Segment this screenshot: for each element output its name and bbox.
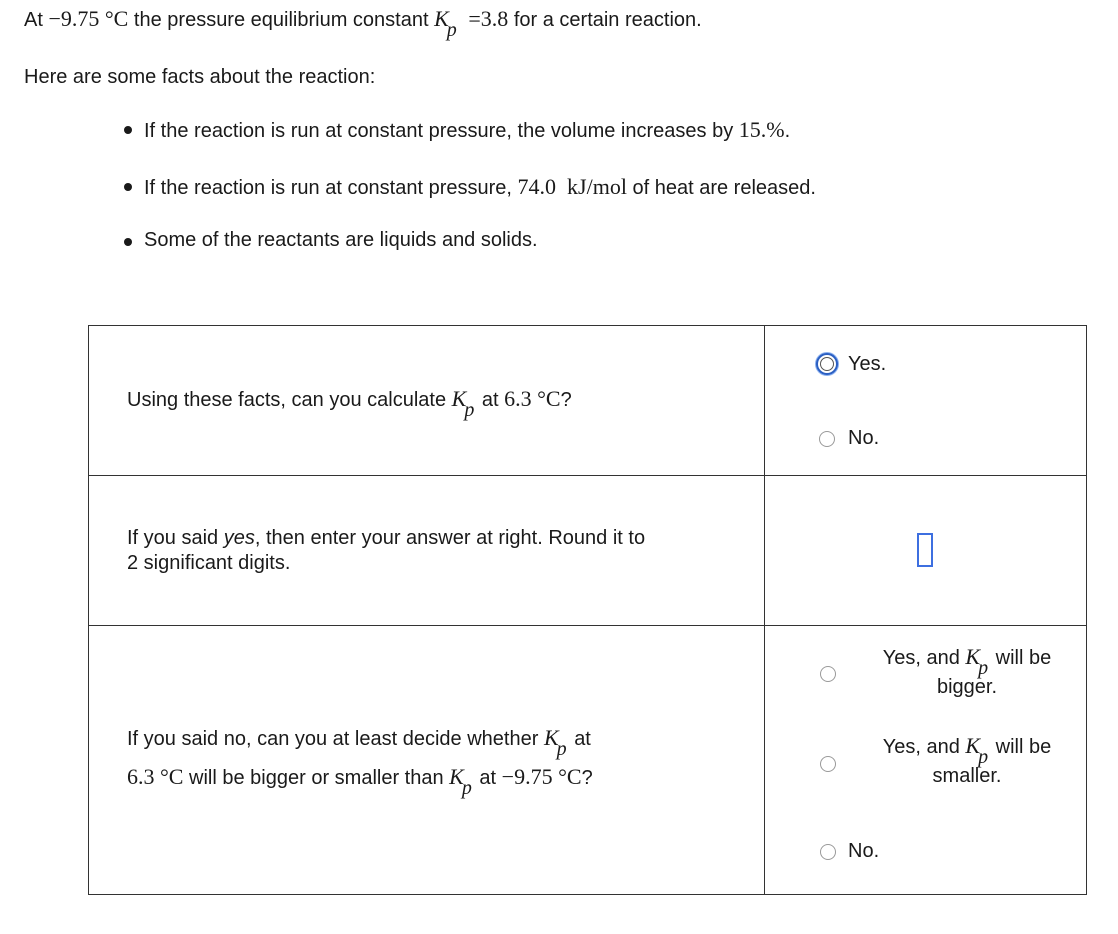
q3-bigger-radio[interactable]: [820, 666, 836, 682]
q3-options-cell: [765, 626, 1087, 895]
k-letter: K: [449, 764, 464, 789]
question-table: [88, 325, 1087, 895]
q1-temperature: 6.3 °C: [504, 386, 561, 411]
q1-no-label[interactable]: No.: [848, 427, 880, 449]
intro-at: At: [24, 9, 43, 31]
q1-question-mark: ?: [560, 389, 572, 411]
q3-bigger-label[interactable]: [861, 644, 1073, 699]
q2-text-yes: yes: [223, 527, 255, 549]
q3-bigger-line1: [861, 644, 1073, 679]
fact-1: [144, 117, 790, 143]
q1-no-radio[interactable]: [819, 431, 835, 447]
q3-smaller-text: Yes, and: [882, 736, 960, 758]
q2-text-b: , then enter your answer at right. Round it to: [254, 527, 646, 549]
q1-yes-label[interactable]: Yes.: [848, 353, 887, 375]
question-row-3: [89, 626, 1087, 895]
q3-text-a: If you said no, can you at least decide whether: [127, 728, 539, 750]
q3-bigger-text: Yes, and: [882, 647, 960, 669]
q3-text-at: at: [574, 728, 591, 750]
kp-symbol: [965, 644, 990, 679]
q3-smaller-text-b: will be: [995, 736, 1052, 758]
k-letter: K: [434, 6, 449, 31]
q3-no-label[interactable]: No.: [848, 840, 880, 862]
fact-1-value: 15.%: [738, 117, 785, 142]
q1-options-cell: [765, 326, 1087, 476]
p-subscript: p: [461, 777, 472, 799]
q3-bigger-line2: bigger.: [936, 676, 998, 698]
fact-1-end: .: [784, 120, 791, 142]
fact-2-value: 74.0 kJ/mol: [517, 174, 627, 199]
facts-heading: Here are some facts about the reaction:: [24, 66, 376, 88]
p-subscript: p: [464, 399, 475, 421]
q3-bigger-text-b: will be: [995, 647, 1052, 669]
answer-input[interactable]: [917, 533, 933, 567]
p-subscript: p: [556, 738, 567, 760]
kp-symbol: [451, 386, 477, 421]
kp-symbol: [543, 725, 569, 760]
kp-symbol: [434, 6, 459, 41]
fact-3: [144, 229, 538, 252]
intro-temperature: −9.75 °C: [48, 6, 129, 31]
intro-text-end: for a certain reaction.: [513, 9, 702, 31]
q1-yes-radio[interactable]: [816, 353, 838, 375]
p-subscript: p: [978, 746, 989, 768]
q2-prompt-line1: [127, 527, 645, 550]
k-letter: K: [965, 733, 981, 758]
question-row-2: [89, 476, 1087, 626]
q3-temp-a: 6.3 °C: [127, 764, 184, 789]
bullet-2: [124, 183, 132, 191]
q3-temp-b: −9.75 °C: [501, 764, 582, 789]
q1-prompt: [127, 386, 572, 421]
q3-text-at2: at: [479, 767, 497, 789]
kp-symbol: [965, 733, 990, 768]
q2-prompt-line2: 2 significant digits.: [127, 552, 291, 574]
fact-3-text: Some of the reactants are liquids and solids.: [144, 229, 538, 251]
intro-statement: [24, 6, 702, 41]
intro-text: the pressure equilibrium constant: [133, 9, 429, 31]
q2-prompt-cell: [89, 476, 765, 626]
q1-at: at: [481, 389, 499, 411]
q3-no-radio[interactable]: [820, 844, 836, 860]
k-letter: K: [451, 386, 467, 411]
k-letter: K: [543, 725, 559, 750]
q3-prompt-cell: [89, 626, 765, 895]
q3-prompt-line2: [127, 764, 593, 799]
fact-2-text: If the reaction is run at constant pressure,: [144, 177, 512, 199]
p-subscript: p: [978, 657, 989, 679]
p-subscript: p: [446, 19, 457, 41]
q2-answer-cell: [765, 476, 1087, 626]
q1-text: Using these facts, can you calculate: [127, 389, 447, 411]
q3-smaller-line1: [861, 733, 1073, 768]
q3-prompt-line1: [127, 725, 591, 760]
k-letter: K: [965, 644, 981, 669]
q3-smaller-line2: smaller.: [932, 765, 1002, 787]
q3-text-b: will be bigger or smaller than: [189, 767, 444, 789]
fact-1-text: If the reaction is run at constant pressure, the volume increases by: [144, 120, 734, 142]
q2-text-a: If you said: [127, 527, 219, 549]
bullet-3: [124, 238, 132, 246]
q3-question-mark: ?: [581, 767, 593, 789]
kp-symbol: [449, 764, 474, 799]
q1-prompt-cell: [89, 326, 765, 476]
bullet-1: [124, 126, 132, 134]
kp-value: =3.8: [468, 6, 509, 31]
fact-2: [144, 174, 816, 200]
q3-smaller-radio[interactable]: [820, 756, 836, 772]
q3-smaller-label[interactable]: [861, 733, 1073, 788]
question-row-1: [89, 326, 1087, 476]
fact-2-end: of heat are released.: [632, 177, 816, 199]
